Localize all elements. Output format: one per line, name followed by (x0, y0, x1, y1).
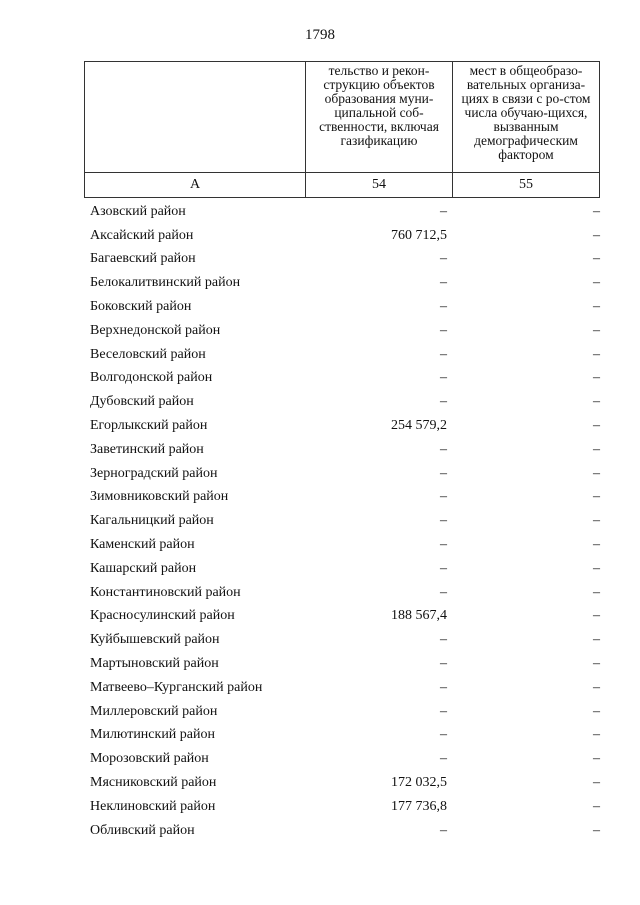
value-col-54: – (440, 489, 447, 505)
district-name: Мясниковский район (90, 775, 217, 791)
district-name: Матвеево–Курганский район (90, 679, 263, 695)
value-col-54: – (440, 537, 447, 553)
value-col-55: – (593, 679, 600, 695)
value-col-55: – (593, 775, 600, 791)
table-row (90, 295, 600, 319)
value-col-55: – (593, 251, 600, 267)
table-row (90, 390, 600, 414)
table-row (90, 771, 600, 795)
index-cell-a: А (85, 173, 306, 198)
header-cell-a (85, 62, 306, 173)
district-name: Кагальницкий район (90, 513, 214, 529)
district-name: Егорлыкский район (90, 418, 208, 434)
district-name: Мартыновский район (90, 656, 219, 672)
table-row (90, 200, 600, 224)
value-col-55: – (593, 275, 600, 291)
value-col-54: – (440, 275, 447, 291)
value-col-55: – (593, 703, 600, 719)
value-col-54: – (440, 727, 447, 743)
value-col-54: 760 712,5 (391, 227, 447, 243)
value-col-55: – (593, 299, 600, 315)
value-col-55: – (593, 537, 600, 553)
value-col-55: – (593, 370, 600, 386)
value-col-54: – (440, 560, 447, 576)
district-name: Красносулинский район (90, 608, 235, 624)
header-text-54: тельство и рекон-струкцию объектов образования муни-ципальной соб-ственности, включая газификацию (319, 63, 439, 148)
value-col-54: 188 567,4 (391, 608, 447, 624)
header-text-55: мест в общеобразо-вательных организа-циях в связи с ро-стом числа обучаю-щихся, вызванным демографическим фактором (461, 63, 591, 162)
table-row (90, 819, 600, 843)
index-cell-55: 55 (453, 173, 600, 198)
value-col-55: – (593, 822, 600, 838)
value-col-54: – (440, 441, 447, 457)
value-col-55: – (593, 632, 600, 648)
table-row (90, 676, 600, 700)
table-row (90, 795, 600, 819)
table-row (90, 414, 600, 438)
value-col-54: – (440, 822, 447, 838)
table-row (90, 271, 600, 295)
district-name: Белокалитвинский район (90, 275, 241, 291)
district-name: Зерноградский район (90, 465, 218, 481)
district-name: Багаевский район (90, 251, 196, 267)
table-row (90, 747, 600, 771)
value-col-54: – (440, 632, 447, 648)
value-col-55: – (593, 489, 600, 505)
value-col-55: – (593, 656, 600, 672)
table-row (90, 605, 600, 629)
table-row (90, 628, 600, 652)
table-row (90, 367, 600, 391)
value-col-55: – (593, 560, 600, 576)
value-col-55: – (593, 346, 600, 362)
value-col-54: – (440, 322, 447, 338)
table-row (90, 557, 600, 581)
district-name: Куйбышевский район (90, 632, 220, 648)
value-col-54: 254 579,2 (391, 418, 447, 434)
district-name: Веселовский район (90, 346, 206, 362)
value-col-54: – (440, 656, 447, 672)
district-name: Дубовский район (90, 394, 194, 410)
table-row (90, 438, 600, 462)
district-name: Морозовский район (90, 751, 209, 767)
district-name: Волгодонской район (90, 370, 213, 386)
value-col-55: – (593, 608, 600, 624)
value-col-55: – (593, 798, 600, 814)
value-col-54: – (440, 751, 447, 767)
district-name: Обливский район (90, 822, 195, 838)
value-col-55: – (593, 513, 600, 529)
table-row (90, 462, 600, 486)
value-col-55: – (593, 727, 600, 743)
table-body (90, 200, 600, 843)
value-col-54: – (440, 203, 447, 219)
value-col-54: 172 032,5 (391, 775, 447, 791)
value-col-55: – (593, 394, 600, 410)
district-name: Каменский район (90, 537, 195, 553)
value-col-55: – (593, 584, 600, 600)
district-name: Зимовниковский район (90, 489, 229, 505)
page-number: 1798 (305, 27, 335, 43)
table-header (84, 61, 600, 198)
value-col-54: – (440, 370, 447, 386)
value-col-54: – (440, 513, 447, 529)
value-col-54: – (440, 465, 447, 481)
value-col-54: – (440, 251, 447, 267)
district-name: Аксайский район (90, 227, 194, 243)
table-row (90, 248, 600, 272)
index-cell-54: 54 (306, 173, 453, 198)
table-row (90, 724, 600, 748)
table-row (90, 581, 600, 605)
value-col-55: – (593, 441, 600, 457)
value-col-54: – (440, 299, 447, 315)
district-name: Миллеровский район (90, 703, 218, 719)
district-name: Заветинский район (90, 441, 204, 457)
value-col-54: – (440, 394, 447, 410)
table-row (90, 700, 600, 724)
table-row (90, 343, 600, 367)
value-col-54: – (440, 584, 447, 600)
value-col-55: – (593, 203, 600, 219)
value-col-54: 177 736,8 (391, 798, 447, 814)
table-row (90, 319, 600, 343)
value-col-55: – (593, 751, 600, 767)
value-col-55: – (593, 418, 600, 434)
table-row (90, 533, 600, 557)
district-name: Милютинский район (90, 727, 216, 743)
value-col-54: – (440, 703, 447, 719)
header-cell-55 (453, 62, 600, 173)
table-row (90, 652, 600, 676)
value-col-54: – (440, 679, 447, 695)
value-col-55: – (593, 465, 600, 481)
district-name: Азовский район (90, 203, 186, 219)
value-col-55: – (593, 227, 600, 243)
district-name: Неклиновский район (90, 798, 216, 814)
table-row (90, 486, 600, 510)
district-name: Кашарский район (90, 560, 197, 576)
district-name: Верхнедонской район (90, 322, 221, 338)
district-name: Константиновский район (90, 584, 241, 600)
value-col-55: – (593, 322, 600, 338)
table-row (90, 509, 600, 533)
table-row (90, 224, 600, 248)
value-col-54: – (440, 346, 447, 362)
district-name: Боковский район (90, 299, 192, 315)
header-cell-54 (306, 62, 453, 173)
